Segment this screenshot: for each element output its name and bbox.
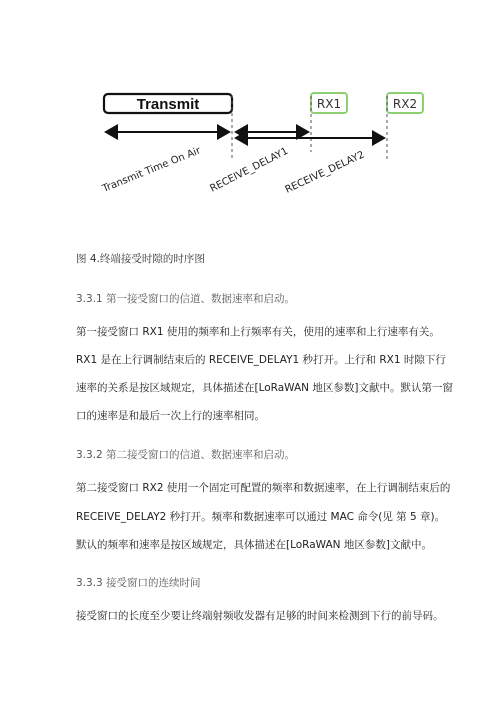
paragraph-line: 口的速率是和最后一次上行的速率相同。	[76, 410, 265, 422]
figure-caption: 图 4.终端接受时隙的时序图	[76, 253, 205, 265]
receive-delay2-label: RECEIVE_DELAY2	[283, 149, 367, 196]
section-heading-3-3-2: 3.3.2 第二接受窗口的信道、数据速率和启动。	[76, 449, 296, 461]
paragraph-line: 第二接受窗口 RX2 使用一个固定可配置的频率和数据速率，在上行调制结束后的	[76, 482, 451, 494]
section-heading-3-3-1: 3.3.1 第一接受窗口的信道、数据速率和启动。	[76, 293, 296, 305]
rx2-label: RX2	[392, 97, 418, 111]
paragraph-line: 默认的频率和速率是按区域规定，具体描述在[LoRaWAN 地区参数]文献中。	[76, 539, 432, 551]
transmit-label: Transmit	[136, 96, 200, 113]
receive-delay1-label: RECEIVE_DELAY1	[208, 145, 291, 195]
rx1-label: RX1	[316, 97, 342, 111]
paragraph-line: 速率的关系是按区域规定，具体描述在[LoRaWAN 地区参数]文献中。默认第一窗	[76, 382, 453, 394]
paragraph-line: 第一接受窗口 RX1 使用的频率和上行频率有关，使用的速率和上行速率有关。	[76, 326, 440, 338]
transmit-time-label: Transmit Time On Air	[101, 145, 203, 195]
section-heading-3-3-3: 3.3.3 接受窗口的连续时间	[76, 577, 201, 589]
paragraph-line: RX1 是在上行调制结束后的 RECEIVE_DELAY1 秒打开。上行和 RX1 时隙下行	[76, 354, 446, 366]
paragraph-line: RECEIVE_DELAY2 秒打开。频率和数据速率可以通过 MAC 命令(见 第 5 章)。	[76, 511, 446, 523]
timing-diagram	[0, 0, 500, 240]
paragraph-line: 接受窗口的长度至少要让终端射频收发器有足够的时间来检测到下行的前导码。	[76, 610, 444, 622]
